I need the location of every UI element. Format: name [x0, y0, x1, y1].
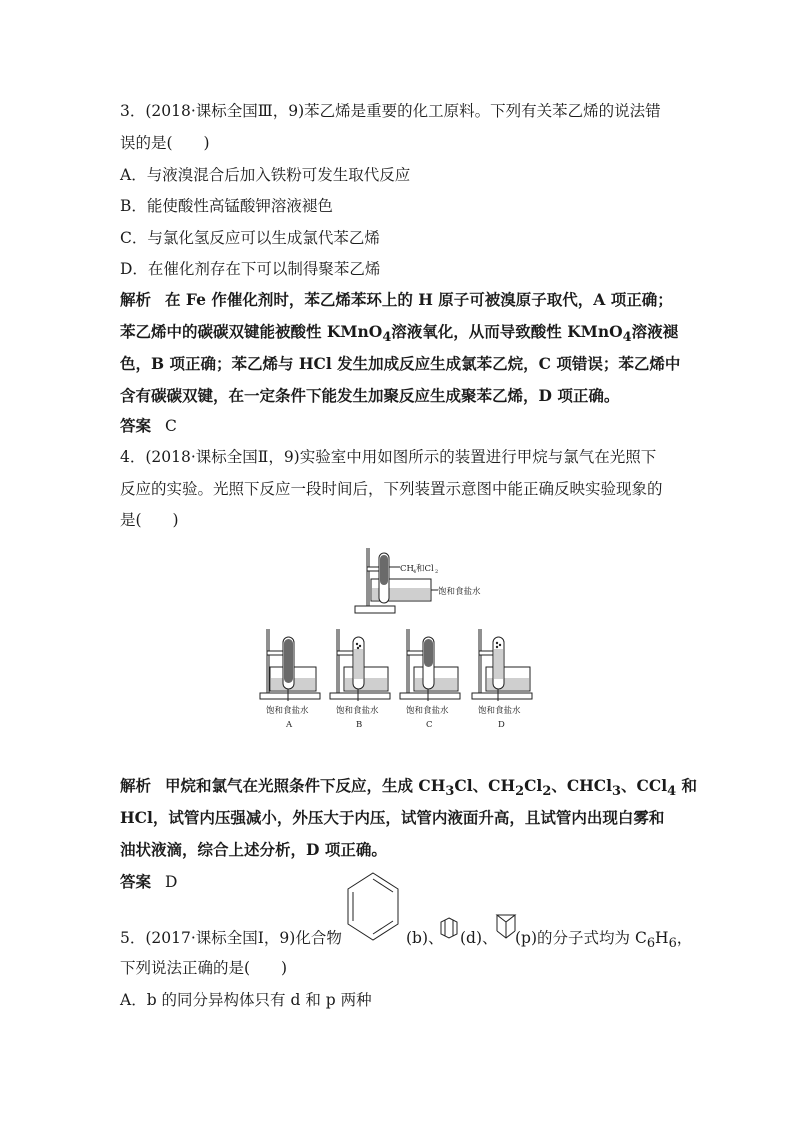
subscript-6: 6	[646, 936, 656, 952]
top-water-label: 饱和食盐水	[438, 587, 481, 597]
q3-analysis-text-1: 在 Fe 作催化剂时，苯乙烯苯环上的 H 原子可被溴原子取代，A 项正确；	[165, 290, 673, 309]
q3-answer	[120, 416, 177, 436]
q5-label-p: (p)的分子式均为 C	[515, 929, 647, 947]
subscript-4: 4	[413, 569, 417, 575]
subscript-3: 3	[612, 784, 622, 800]
q5-stem-line-2: 下列说法正确的是( )	[120, 959, 288, 977]
q3-analysis-text-2a: 苯乙烯中的碳碳双键能被酸性 KMnO	[120, 322, 383, 341]
benzene-structure-b	[344, 870, 402, 944]
q3-option-a: A．与液溴混合后加入铁粉可发生取代反应	[120, 166, 411, 184]
subscript-4: 4	[667, 784, 677, 800]
option-b-water-label: 饱和食盐水	[336, 706, 379, 716]
q3-stem-line-2: 误的是( )	[120, 134, 210, 152]
q5-label-b: (b)、	[406, 929, 444, 947]
q3-analysis-text-2c: 溶液褪	[631, 322, 679, 341]
option-a-letter: A	[286, 720, 293, 730]
q4-analysis-text-1d: 、CHCl	[551, 776, 613, 795]
q4-analysis-text-1a: 甲烷和氯气在光照条件下反应，生成 CH	[165, 776, 446, 795]
subscript-4: 4	[622, 330, 632, 346]
option-b-apparatus	[330, 629, 390, 701]
subscript-2: 2	[542, 784, 552, 800]
q4-answer-label: 答案	[120, 872, 152, 891]
subscript-3: 3	[445, 784, 455, 800]
q3-analysis-line-3: 色，B 项正确；苯乙烯与 HCl 发生加成反应生成氯苯乙烷，C 项错误；苯乙烯中	[120, 354, 681, 373]
option-a-apparatus	[260, 629, 320, 701]
subscript-4: 4	[382, 330, 392, 346]
option-a-water-label: 饱和食盐水	[266, 706, 309, 716]
q5-h-letter: H	[655, 929, 669, 947]
option-d-letter: D	[498, 720, 505, 730]
q5-stem-line-1a: 5．(2017·课标全国Ⅰ，9)化合物	[120, 929, 342, 947]
q3-analysis-text-2b: 溶液氧化，从而导致酸性 KMnO	[391, 322, 623, 341]
q3-analysis-line-1	[120, 290, 673, 310]
subscript-6: 6	[668, 936, 677, 952]
option-d-water-label: 饱和食盐水	[478, 706, 521, 716]
q5-option-a: A．b 的同分异构体只有 d 和 p 两种	[120, 991, 372, 1009]
option-c-water-label: 饱和食盐水	[406, 706, 449, 716]
q5-label-d: (d)、	[460, 929, 498, 947]
q4-analysis-line-2: HCl，试管内压强减小，外压大于内压，试管内液面升高，且试管内出现白雾和	[120, 808, 665, 827]
subscript-2: 2	[435, 569, 439, 575]
q4-analysis-text-1c: Cl	[524, 776, 543, 795]
q4-analysis-line-1	[120, 776, 697, 802]
q4-answer	[120, 872, 177, 892]
q4-analysis-line-3: 油状液滴，综合上述分析，D 项正确。	[120, 840, 387, 859]
q4-analysis-text-1e: 、CCl	[621, 776, 668, 795]
option-d-apparatus	[472, 629, 532, 701]
q4-answer-value: D	[165, 873, 178, 891]
gas-label-cl: 和Cl	[416, 564, 434, 574]
q4-stem-line-3: 是( )	[120, 511, 179, 529]
q3-answer-value: C	[165, 417, 177, 435]
q5-comma: ，	[676, 929, 693, 947]
option-b-letter: B	[356, 720, 363, 730]
option-c-letter: C	[426, 720, 433, 730]
option-c-apparatus	[400, 629, 460, 701]
gas-label-ch: CH	[400, 564, 414, 574]
q4-analysis-text-1b: Cl、CH	[454, 776, 516, 795]
q4-stem-line-2: 反应的实验。光照下反应一段时间后，下列装置示意图中能正确反映实验现象的	[120, 480, 663, 498]
q3-option-c: C．与氯化氢反应可以生成氯代苯乙烯	[120, 229, 380, 247]
q3-option-d: D．在催化剂存在下可以制得聚苯乙烯	[120, 260, 381, 278]
structure-p	[495, 912, 517, 940]
q3-analysis-line-2	[120, 322, 678, 348]
q3-option-b: B．能使酸性高锰酸钾溶液褪色	[120, 197, 333, 215]
q4-analysis-text-1f: 和	[676, 776, 697, 795]
apparatus-figure	[250, 543, 550, 735]
q3-stem-line-1: 3．(2018·课标全国Ⅲ，9)苯乙烯是重要的化工原料。下列有关苯乙烯的说法错	[120, 102, 661, 120]
q3-answer-label: 答案	[120, 416, 152, 435]
q3-analysis-line-4: 含有碳碳双键，在一定条件下能发生加聚反应生成聚苯乙烯，D 项正确。	[120, 386, 620, 405]
q4-analysis-label: 解析	[120, 776, 152, 795]
q4-stem-line-1: 4．(2018·课标全国Ⅱ，9)实验室中用如图所示的装置进行甲烷与氯气在光照下	[120, 448, 657, 466]
subscript-2: 2	[515, 784, 525, 800]
q5-stem-line-1b	[515, 928, 692, 954]
q3-analysis-label: 解析	[120, 290, 152, 309]
